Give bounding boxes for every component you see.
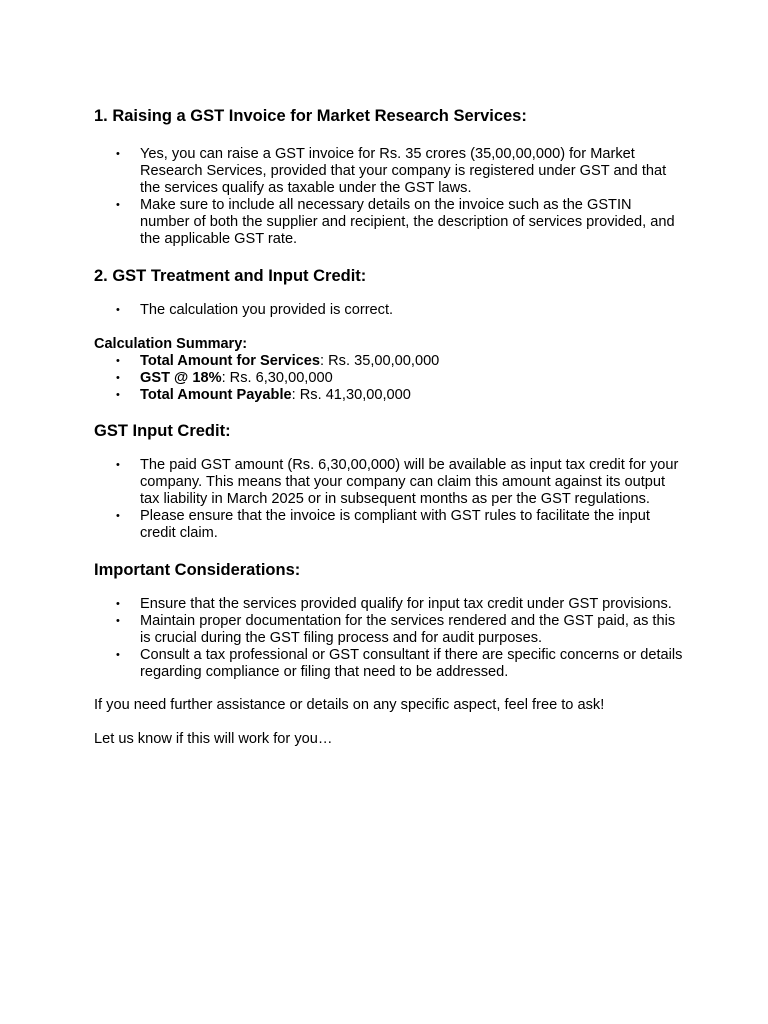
list-item: • Consult a tax professional or GST consultant if there are specific concerns or details regarding compliance or filing that need to be addressed.: [116, 647, 683, 680]
bullet-icon: •: [116, 148, 120, 160]
bullet-icon: •: [116, 389, 120, 401]
calculation-summary-heading: Calculation Summary:: [94, 336, 248, 352]
section-heading-gst-treatment: 2. GST Treatment and Input Credit:: [94, 267, 367, 285]
bullet-icon: •: [116, 615, 120, 627]
summary-item-gst: • GST @ 18%: Rs. 6,30,00,000: [116, 370, 333, 386]
section-heading-considerations: Important Considerations:: [94, 561, 301, 579]
bullet-icon: •: [116, 598, 120, 610]
list-item: • Yes, you can raise a GST invoice for Rs. 35 crores (35,00,00,000) for Market Research Services, provided that your company is registered under GST and that the services qualify as taxable under the GST laws.: [116, 146, 667, 196]
bullet-list-raising-invoice: [94, 146, 684, 248]
bullet-icon: •: [116, 199, 120, 211]
section-heading-input-credit: GST Input Credit:: [94, 422, 231, 440]
assistance-paragraph: If you need further assistance or details on any specific aspect, feel free to ask!: [94, 697, 605, 713]
list-item: • Make sure to include all necessary details on the invoice such as the GSTIN number of both the supplier and recipient, the description of services provided, and the applicable GST rate.: [116, 197, 675, 247]
bullet-icon: •: [116, 510, 120, 522]
list-item: • Please ensure that the invoice is compliant with GST rules to facilitate the input credit claim.: [116, 508, 650, 541]
bullet-list-gst-treatment: [94, 302, 684, 319]
list-item: • The paid GST amount (Rs. 6,30,00,000) will be available as input tax credit for your company. This means that your company can claim this amount against its output tax liability in March 2025 or in subsequent months as per the GST regulations.: [116, 457, 679, 507]
list-item: • The calculation you provided is correct.: [116, 302, 394, 318]
summary-item-total-services: • Total Amount for Services: Rs. 35,00,00,000: [116, 353, 440, 369]
bullet-icon: •: [116, 459, 120, 471]
bullet-list-considerations: [94, 596, 684, 681]
bullet-list-input-credit: [94, 457, 684, 542]
list-item: • Maintain proper documentation for the services rendered and the GST paid, as this is crucial during the GST filing process and for audit purposes.: [116, 613, 676, 646]
list-item: • Ensure that the services provided qualify for input tax credit under GST provisions.: [116, 596, 672, 612]
followup-paragraph: Let us know if this will work for you…: [94, 731, 333, 747]
bullet-icon: •: [116, 372, 120, 384]
bullet-icon: •: [116, 304, 120, 316]
document-page: [94, 106, 684, 748]
summary-item-total-payable: • Total Amount Payable: Rs. 41,30,00,000: [116, 387, 411, 403]
section-heading-raising-invoice: 1. Raising a GST Invoice for Market Research Services:: [94, 107, 527, 125]
bullet-icon: •: [116, 355, 120, 367]
bullet-icon: •: [116, 649, 120, 661]
calculation-summary-list: [94, 353, 684, 404]
